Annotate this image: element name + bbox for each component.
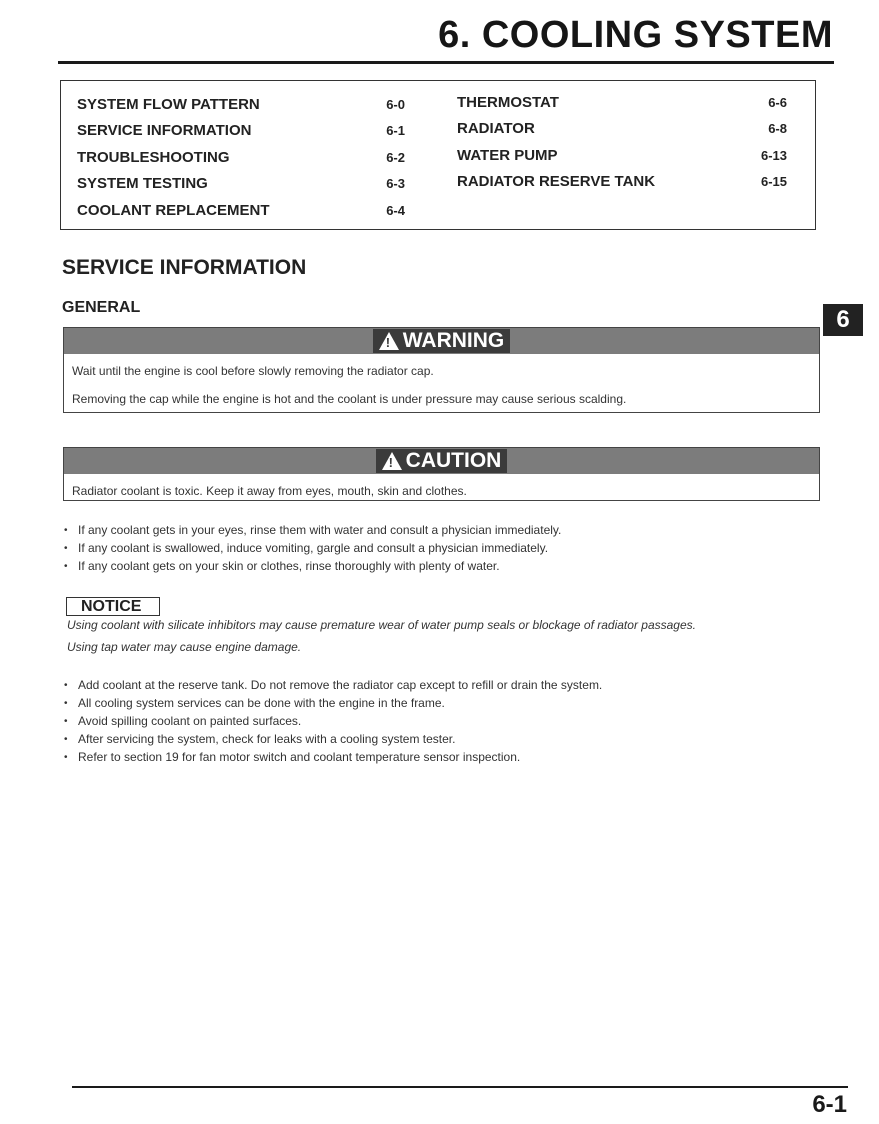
toc-item-title: RADIATOR [457,120,535,138]
toc-column-right [457,89,787,195]
toc-item[interactable] [457,89,787,116]
toc-item[interactable] [77,144,405,171]
toc-item-page: 6-4 [386,202,405,218]
list-item-text: Refer to section 19 for fan motor switch and coolant temperature sensor inspection. [78,750,521,764]
bullet-icon: • [64,679,68,691]
toc-item[interactable] [457,169,787,196]
subsection-heading: GENERAL [62,299,141,316]
general-bullet-list [64,676,602,766]
chapter-title: 6. COOLING SYSTEM [438,14,833,56]
list-item [64,676,602,694]
bullet-icon: • [64,560,68,572]
bullet-icon: • [64,733,68,745]
warning-bar [64,328,819,354]
toc-item[interactable] [457,142,787,169]
toc-item-page: 6-0 [386,96,405,112]
warning-triangle-icon [379,332,399,350]
caution-triangle-icon [382,452,402,470]
warning-label-text: WARNING [402,329,505,352]
list-item-text: Add coolant at the reserve tank. Do not remove the radiator cap except to refill or drain the system. [78,678,603,692]
list-item-text: If any coolant gets in your eyes, rinse them with water and consult a physician immediately. [78,523,562,537]
toc-item-title: SYSTEM TESTING [77,175,208,193]
bullet-icon: • [64,751,68,763]
caution-label-text: CAUTION [405,449,502,472]
list-item [64,694,602,712]
notice-text: Using coolant with silicate inhibitors may cause premature wear of water pump seals or blockage of radiator passages. [67,618,696,632]
toc-item-title: TROUBLESHOOTING [77,148,230,166]
toc-item-page: 6-15 [760,174,787,190]
toc-item-title: SERVICE INFORMATION [77,122,252,140]
list-item [64,730,602,748]
bullet-icon: • [64,542,68,554]
toc-item-page: 6-2 [386,149,405,165]
toc-item-page: 6-8 [768,121,787,137]
bullet-icon: • [64,715,68,727]
list-item [64,521,561,539]
list-item [64,712,602,730]
list-item-text: All cooling system services can be done with the engine in the frame. [78,696,445,710]
toc-item-page: 6-3 [386,176,405,192]
caution-box [63,447,820,501]
footer-rule [72,1086,848,1088]
safety-bullet-list [64,521,561,575]
caution-bar [64,448,819,474]
list-item-text: If any coolant gets on your skin or clothes, rinse thoroughly with plenty of water. [78,559,500,573]
caution-text: Radiator coolant is toxic. Keep it away from eyes, mouth, skin and clothes. [72,484,467,498]
list-item [64,557,561,575]
table-of-contents [60,80,816,230]
notice-text: Using tap water may cause engine damage. [67,640,302,654]
toc-item-title: WATER PUMP [457,146,558,164]
toc-column-left [77,91,405,224]
toc-item[interactable] [77,171,405,198]
list-item [64,748,602,766]
title-rule [58,61,834,64]
list-item-text: If any coolant is swallowed, induce vomiting, gargle and consult a physician immediately. [78,541,549,555]
toc-item[interactable] [77,118,405,145]
toc-item-title: RADIATOR RESERVE TANK [457,173,656,191]
toc-item[interactable] [457,116,787,143]
list-item-text: After servicing the system, check for leaks with a cooling system tester. [78,732,456,746]
toc-item-page: 6-13 [760,147,787,163]
toc-item-title: THERMOSTAT [457,93,559,111]
toc-item-page: 6-6 [768,94,787,110]
list-item [64,539,561,557]
bullet-icon: • [64,524,68,536]
warning-text: Removing the cap while the engine is hot and the coolant is under pressure may cause serious scalding. [72,392,627,406]
list-item-text: Avoid spilling coolant on painted surfaces. [78,714,302,728]
warning-label [373,329,511,353]
bullet-icon: • [64,697,68,709]
toc-item[interactable] [77,91,405,118]
section-heading: SERVICE INFORMATION [62,256,307,279]
notice-label: NOTICE [66,597,160,616]
page-number: 6-1 [812,1091,847,1118]
warning-text: Wait until the engine is cool before slowly removing the radiator cap. [72,364,434,378]
caution-label [376,449,508,473]
toc-item-title: SYSTEM FLOW PATTERN [77,95,260,113]
toc-item-page: 6-1 [386,123,405,139]
toc-item-title: COOLANT REPLACEMENT [77,201,270,219]
toc-item[interactable] [77,197,405,224]
warning-box [63,327,820,413]
chapter-tab: 6 [823,304,863,336]
